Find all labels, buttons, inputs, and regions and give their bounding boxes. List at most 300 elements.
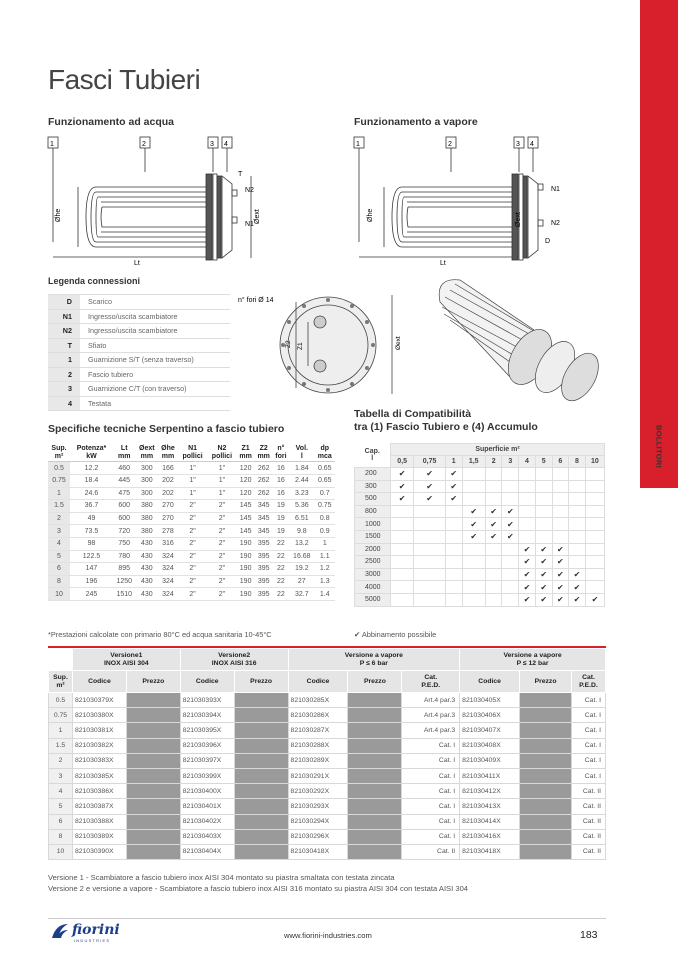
compat-empty-cell: [519, 505, 536, 518]
legend-key: 1: [48, 353, 80, 368]
flange-drawing: [232, 290, 412, 400]
spec-cell: 2": [207, 525, 236, 538]
code-v1: 821030388X: [72, 814, 126, 829]
spec-row: [48, 537, 335, 550]
check-icon: ✔: [502, 505, 519, 518]
spec-cell: 395: [255, 550, 273, 563]
spec-cell: 16.68: [289, 550, 314, 563]
compat-note: ✔ Abbinamento possibile: [354, 630, 437, 639]
spec-cell: 3: [48, 525, 70, 538]
spec-cell: 2": [178, 525, 207, 538]
legend-title: Legenda connessioni: [48, 276, 141, 286]
compat-capacity: 300: [355, 480, 391, 493]
compat-row: [355, 480, 605, 493]
spec-cell: 316: [158, 537, 178, 550]
spec-cell: 430: [136, 575, 159, 588]
spec-cell: 3.23: [289, 487, 314, 500]
spec-cell: 2": [178, 563, 207, 576]
spec-cell: 190: [237, 550, 255, 563]
compat-empty-cell: [519, 530, 536, 543]
spec-cell: 120: [237, 462, 255, 475]
spec-cell: 245: [70, 588, 113, 601]
page-number: 183: [580, 929, 598, 941]
cat-steam12: Cat. II: [571, 814, 605, 829]
spec-cell: 2": [207, 588, 236, 601]
flange-ext: Øext: [395, 336, 402, 350]
price-v2: [234, 753, 288, 768]
compat-empty-cell: [502, 493, 519, 506]
compat-empty-cell: [485, 593, 502, 606]
label-n2-water: N2: [245, 187, 254, 194]
spec-cell: 202: [158, 487, 178, 500]
spec-cell: 2": [178, 575, 207, 588]
compat-empty-cell: [462, 493, 485, 506]
callout-1: 1: [50, 141, 54, 148]
compat-empty-cell: [485, 480, 502, 493]
spec-cell: 6.51: [289, 512, 314, 525]
spec-cell: 2": [178, 537, 207, 550]
cat-steam6: Cat. I: [402, 753, 460, 768]
codes-row: [49, 753, 606, 768]
price-steam12: [520, 844, 572, 859]
price-steam12: [520, 723, 572, 738]
spec-cell: 324: [158, 575, 178, 588]
page-title: Fasci Tubieri: [48, 64, 201, 95]
side-tab-text: BOLLITORI: [654, 424, 664, 468]
spec-cell: 24.6: [70, 487, 113, 500]
code-steam12: 821030412X: [460, 784, 520, 799]
compat-empty-cell: [445, 543, 462, 556]
price-steam6: [348, 768, 402, 783]
label-lt-steam: Lt: [440, 260, 446, 267]
spec-cell: 1.5: [48, 500, 70, 513]
check-icon: ✔: [414, 468, 446, 481]
spec-cell: 600: [113, 512, 136, 525]
spec-cell: 345: [255, 512, 273, 525]
spec-cell: 19.2: [289, 563, 314, 576]
spec-cell: 2": [178, 550, 207, 563]
cat-steam6: Cat. I: [402, 829, 460, 844]
check-icon: ✔: [535, 568, 552, 581]
check-icon: ✔: [585, 593, 604, 606]
compat-empty-cell: [445, 568, 462, 581]
spec-cell: 380: [136, 525, 159, 538]
check-icon: ✔: [519, 556, 536, 569]
check-icon: ✔: [414, 493, 446, 506]
price-steam12: [520, 829, 572, 844]
check-icon: ✔: [552, 568, 569, 581]
legend-row: [48, 396, 230, 411]
compat-empty-cell: [502, 581, 519, 594]
compat-empty-cell: [569, 493, 586, 506]
spec-cell: 0.75: [315, 500, 335, 513]
spec-cell: 5: [48, 550, 70, 563]
spec-cell: 202: [158, 474, 178, 487]
spec-cell: 430: [136, 588, 159, 601]
price-v2: [234, 738, 288, 753]
cat-steam12: Cat. I: [571, 753, 605, 768]
spec-cell: 300: [136, 487, 159, 500]
code-v2: 821030401X: [180, 799, 234, 814]
price-steam6: [348, 799, 402, 814]
check-icon: ✔: [391, 468, 414, 481]
spec-cell: 190: [237, 575, 255, 588]
compat-empty-cell: [585, 468, 604, 481]
code-v1: 821030385X: [72, 768, 126, 783]
legend-key: 3: [48, 382, 80, 397]
spec-cell: 0.65: [315, 474, 335, 487]
codes-row: [49, 768, 606, 783]
price-v1: [126, 768, 180, 783]
codes-row: [49, 693, 606, 708]
cat-steam6: Art.4 par.3: [402, 708, 460, 723]
check-icon: ✔: [445, 480, 462, 493]
spec-row: [48, 588, 335, 601]
code-v1: 821030381X: [72, 723, 126, 738]
compat-empty-cell: [414, 518, 446, 531]
legend-value: Ingresso/uscita scambiatore: [80, 309, 230, 324]
callout-2-steam: 2: [448, 141, 452, 148]
spec-cell: 895: [113, 563, 136, 576]
spec-cell: 2": [207, 563, 236, 576]
code-steam6: 821030293X: [288, 799, 348, 814]
check-icon: ✔: [462, 518, 485, 531]
spec-cell: 395: [255, 563, 273, 576]
price-steam6: [348, 784, 402, 799]
compat-empty-cell: [462, 480, 485, 493]
spec-cell: 345: [255, 525, 273, 538]
spec-cell: 9.8: [289, 525, 314, 538]
compat-empty-cell: [391, 530, 414, 543]
spec-cell: 2": [178, 500, 207, 513]
compat-empty-cell: [585, 480, 604, 493]
legend-key: T: [48, 338, 80, 353]
compat-surface: 10: [585, 456, 604, 468]
compat-empty-cell: [445, 593, 462, 606]
compat-title-1: Tabella di Compatibilità: [354, 408, 472, 420]
spec-cell: 750: [113, 537, 136, 550]
codes-surface: 6: [49, 814, 73, 829]
spec-cell: 1: [48, 487, 70, 500]
compat-empty-cell: [502, 568, 519, 581]
code-steam12: 821030418X: [460, 844, 520, 859]
footer-logo: fiorini: [72, 922, 120, 938]
spec-header: dp mca: [315, 444, 335, 462]
compat-empty-cell: [391, 543, 414, 556]
compat-empty-cell: [462, 468, 485, 481]
compat-empty-cell: [552, 530, 569, 543]
label-t-water: T: [238, 171, 243, 178]
compat-empty-cell: [414, 568, 446, 581]
compat-surface: 5: [535, 456, 552, 468]
check-icon: ✔: [552, 556, 569, 569]
spec-cell: 1510: [113, 588, 136, 601]
spec-cell: 2": [207, 500, 236, 513]
compat-capacity: 5000: [355, 593, 391, 606]
compat-empty-cell: [585, 556, 604, 569]
cat-steam6: Cat. I: [402, 799, 460, 814]
code-v2: 821030402X: [180, 814, 234, 829]
cat-steam12: Cat. I: [571, 708, 605, 723]
spec-cell: 0.8: [315, 512, 335, 525]
spec-cell: 2": [207, 575, 236, 588]
compat-empty-cell: [585, 581, 604, 594]
footer-rule: [48, 918, 606, 919]
legend-value: Fascio tubiero: [80, 367, 230, 382]
code-steam6: 821030418X: [288, 844, 348, 859]
check-icon: ✔: [462, 530, 485, 543]
spec-cell: 10: [48, 588, 70, 601]
compat-empty-cell: [519, 493, 536, 506]
spec-cell: 145: [237, 525, 255, 538]
compat-empty-cell: [502, 556, 519, 569]
footnote-1: Versione 1 - Scambiatore a fascio tubiero inox AISI 304 montato su piastra smaltata con testata zincata: [48, 873, 395, 882]
spec-header: Z1 mm: [237, 444, 255, 462]
compat-empty-cell: [535, 480, 552, 493]
spec-cell: 300: [136, 474, 159, 487]
compat-empty-cell: [445, 581, 462, 594]
compat-empty-cell: [462, 543, 485, 556]
compat-empty-cell: [462, 581, 485, 594]
compat-empty-cell: [485, 581, 502, 594]
code-steam12: 821030411X: [460, 768, 520, 783]
compat-empty-cell: [462, 593, 485, 606]
spec-cell: 147: [70, 563, 113, 576]
price-steam12: [520, 814, 572, 829]
compat-surface: 3: [502, 456, 519, 468]
spec-cell: 1.84: [289, 462, 314, 475]
price-steam12: [520, 799, 572, 814]
code-steam6: 821030294X: [288, 814, 348, 829]
code-steam12: 821030409X: [460, 753, 520, 768]
label-n1-steam: N1: [551, 186, 560, 193]
compat-surface: 0,5: [391, 456, 414, 468]
compat-empty-cell: [391, 556, 414, 569]
spec-cell: 300: [136, 462, 159, 475]
price-v1: [126, 723, 180, 738]
check-icon: ✔: [569, 581, 586, 594]
price-steam12: [520, 784, 572, 799]
price-v1: [126, 753, 180, 768]
spec-header: N1 pollici: [178, 444, 207, 462]
cat-steam6: Art.4 par.3: [402, 723, 460, 738]
spec-cell: 19: [273, 512, 289, 525]
check-icon: ✔: [535, 556, 552, 569]
compat-empty-cell: [535, 505, 552, 518]
check-icon: ✔: [552, 593, 569, 606]
spec-cell: 0.7: [315, 487, 335, 500]
price-v2: [234, 723, 288, 738]
code-steam12: 821030406X: [460, 708, 520, 723]
cat-steam6: Cat. I: [402, 784, 460, 799]
codes-surface: 1: [49, 723, 73, 738]
code-v2: 821030400X: [180, 784, 234, 799]
cat-steam12: Cat. II: [571, 799, 605, 814]
compat-surface-header: Superficie m²: [391, 444, 605, 456]
codes-surface: 4: [49, 784, 73, 799]
legend-key: 4: [48, 396, 80, 411]
price-v2: [234, 844, 288, 859]
compat-empty-cell: [552, 505, 569, 518]
spec-cell: 32.7: [289, 588, 314, 601]
legend-row: [48, 338, 230, 353]
cat-steam6: Art.4 par.3: [402, 693, 460, 708]
compat-surface: 2: [485, 456, 502, 468]
callout-3-steam: 3: [516, 141, 520, 148]
price-steam6: [348, 753, 402, 768]
price-v1: [126, 708, 180, 723]
price-v1: [126, 799, 180, 814]
spec-cell: 145: [237, 512, 255, 525]
compat-empty-cell: [585, 493, 604, 506]
compat-capacity: 1000: [355, 518, 391, 531]
legend-row: [48, 324, 230, 339]
price-steam6: [348, 723, 402, 738]
compat-empty-cell: [585, 543, 604, 556]
spec-cell: 1": [207, 474, 236, 487]
compat-empty-cell: [569, 530, 586, 543]
codes-surface: 5: [49, 799, 73, 814]
callout-3: 3: [210, 141, 214, 148]
compat-empty-cell: [585, 568, 604, 581]
spec-header: Sup. m²: [48, 444, 70, 462]
compat-row: [355, 556, 605, 569]
spec-cell: 0.65: [315, 462, 335, 475]
compat-capacity: 200: [355, 468, 391, 481]
compat-capacity: 1500: [355, 530, 391, 543]
codes-row: [49, 723, 606, 738]
flange-z1: Z1: [297, 342, 304, 350]
spec-cell: 1.1: [315, 550, 335, 563]
price-v2: [234, 814, 288, 829]
code-v2: 821030399X: [180, 768, 234, 783]
spec-cell: 122.5: [70, 550, 113, 563]
legend-row: [48, 367, 230, 382]
legend-value: Scarico: [80, 295, 230, 310]
code-v2: 821030394X: [180, 708, 234, 723]
label-ext-water: Øext: [254, 209, 261, 224]
cat-steam12: Cat. II: [571, 784, 605, 799]
check-icon: ✔: [485, 505, 502, 518]
spec-header: Potenza* kW: [70, 444, 113, 462]
compat-surface: 8: [569, 456, 586, 468]
callout-2: 2: [142, 141, 146, 148]
spec-header: Lt mm: [113, 444, 136, 462]
spec-cell: 120: [237, 474, 255, 487]
spec-cell: 2": [178, 588, 207, 601]
code-v1: 821030387X: [72, 799, 126, 814]
compat-empty-cell: [502, 468, 519, 481]
spec-cell: 262: [255, 474, 273, 487]
footer-website[interactable]: www.fiorini-industries.com: [284, 931, 372, 940]
legend-value: Ingresso/uscita scambiatore: [80, 324, 230, 339]
cat-steam6: Cat. I: [402, 738, 460, 753]
spec-cell: 4: [48, 537, 70, 550]
spec-row: [48, 512, 335, 525]
price-steam6: [348, 708, 402, 723]
compat-empty-cell: [519, 480, 536, 493]
cat-steam6: Cat. I: [402, 768, 460, 783]
compat-empty-cell: [552, 480, 569, 493]
price-v1: [126, 829, 180, 844]
compat-capacity: 2000: [355, 543, 391, 556]
compat-empty-cell: [445, 530, 462, 543]
footer-logo-sub: INDUSTRIES: [74, 938, 111, 943]
code-steam12: 821030407X: [460, 723, 520, 738]
compat-capacity: 4000: [355, 581, 391, 594]
codes-surface: 0.75: [49, 708, 73, 723]
diagram-steam-heading: Funzionamento a vapore: [354, 116, 478, 128]
spec-cell: 380: [136, 512, 159, 525]
price-steam6: [348, 814, 402, 829]
check-icon: ✔: [445, 493, 462, 506]
compat-empty-cell: [535, 518, 552, 531]
compat-empty-cell: [569, 518, 586, 531]
spec-cell: 19: [273, 500, 289, 513]
spec-header: Øhe mm: [158, 444, 178, 462]
spec-row: [48, 525, 335, 538]
compat-surface: 1: [445, 456, 462, 468]
spec-cell: 2": [207, 550, 236, 563]
legend-row: [48, 309, 230, 324]
spec-cell: 120: [237, 487, 255, 500]
codes-row: [49, 708, 606, 723]
spec-cell: 324: [158, 563, 178, 576]
compat-empty-cell: [445, 518, 462, 531]
check-icon: ✔: [535, 593, 552, 606]
spec-cell: 345: [255, 500, 273, 513]
label-n1-water: N1: [245, 221, 254, 228]
price-steam6: [348, 738, 402, 753]
code-v1: 821030390X: [72, 844, 126, 859]
check-icon: ✔: [535, 581, 552, 594]
price-v2: [234, 693, 288, 708]
diagram-water: [46, 132, 306, 272]
code-steam12: 821030414X: [460, 814, 520, 829]
codes-surface: 2: [49, 753, 73, 768]
check-icon: ✔: [535, 543, 552, 556]
compat-empty-cell: [391, 593, 414, 606]
check-icon: ✔: [519, 568, 536, 581]
spec-cell: 270: [158, 512, 178, 525]
compat-empty-cell: [569, 543, 586, 556]
flange-z2: Z2: [285, 340, 292, 348]
compat-empty-cell: [414, 593, 446, 606]
legend-row: [48, 353, 230, 368]
legend-value: Guarnizione C/T (con traverso): [80, 382, 230, 397]
compat-empty-cell: [552, 493, 569, 506]
spec-cell: 73.5: [70, 525, 113, 538]
spec-cell: 1: [315, 537, 335, 550]
spec-cell: 8: [48, 575, 70, 588]
label-lt-water: Lt: [134, 260, 140, 267]
spec-cell: 6: [48, 563, 70, 576]
spec-cell: 720: [113, 525, 136, 538]
check-icon: ✔: [569, 568, 586, 581]
spec-cell: 145: [237, 500, 255, 513]
spec-row: [48, 462, 335, 475]
spec-cell: 1": [207, 487, 236, 500]
check-icon: ✔: [519, 581, 536, 594]
spec-cell: 5.36: [289, 500, 314, 513]
callout-1-steam: 1: [356, 141, 360, 148]
legend-table: [48, 294, 230, 411]
compat-empty-cell: [414, 543, 446, 556]
spec-cell: 0.75: [48, 474, 70, 487]
compat-row: [355, 530, 605, 543]
spec-cell: 262: [255, 462, 273, 475]
compat-row: [355, 593, 605, 606]
